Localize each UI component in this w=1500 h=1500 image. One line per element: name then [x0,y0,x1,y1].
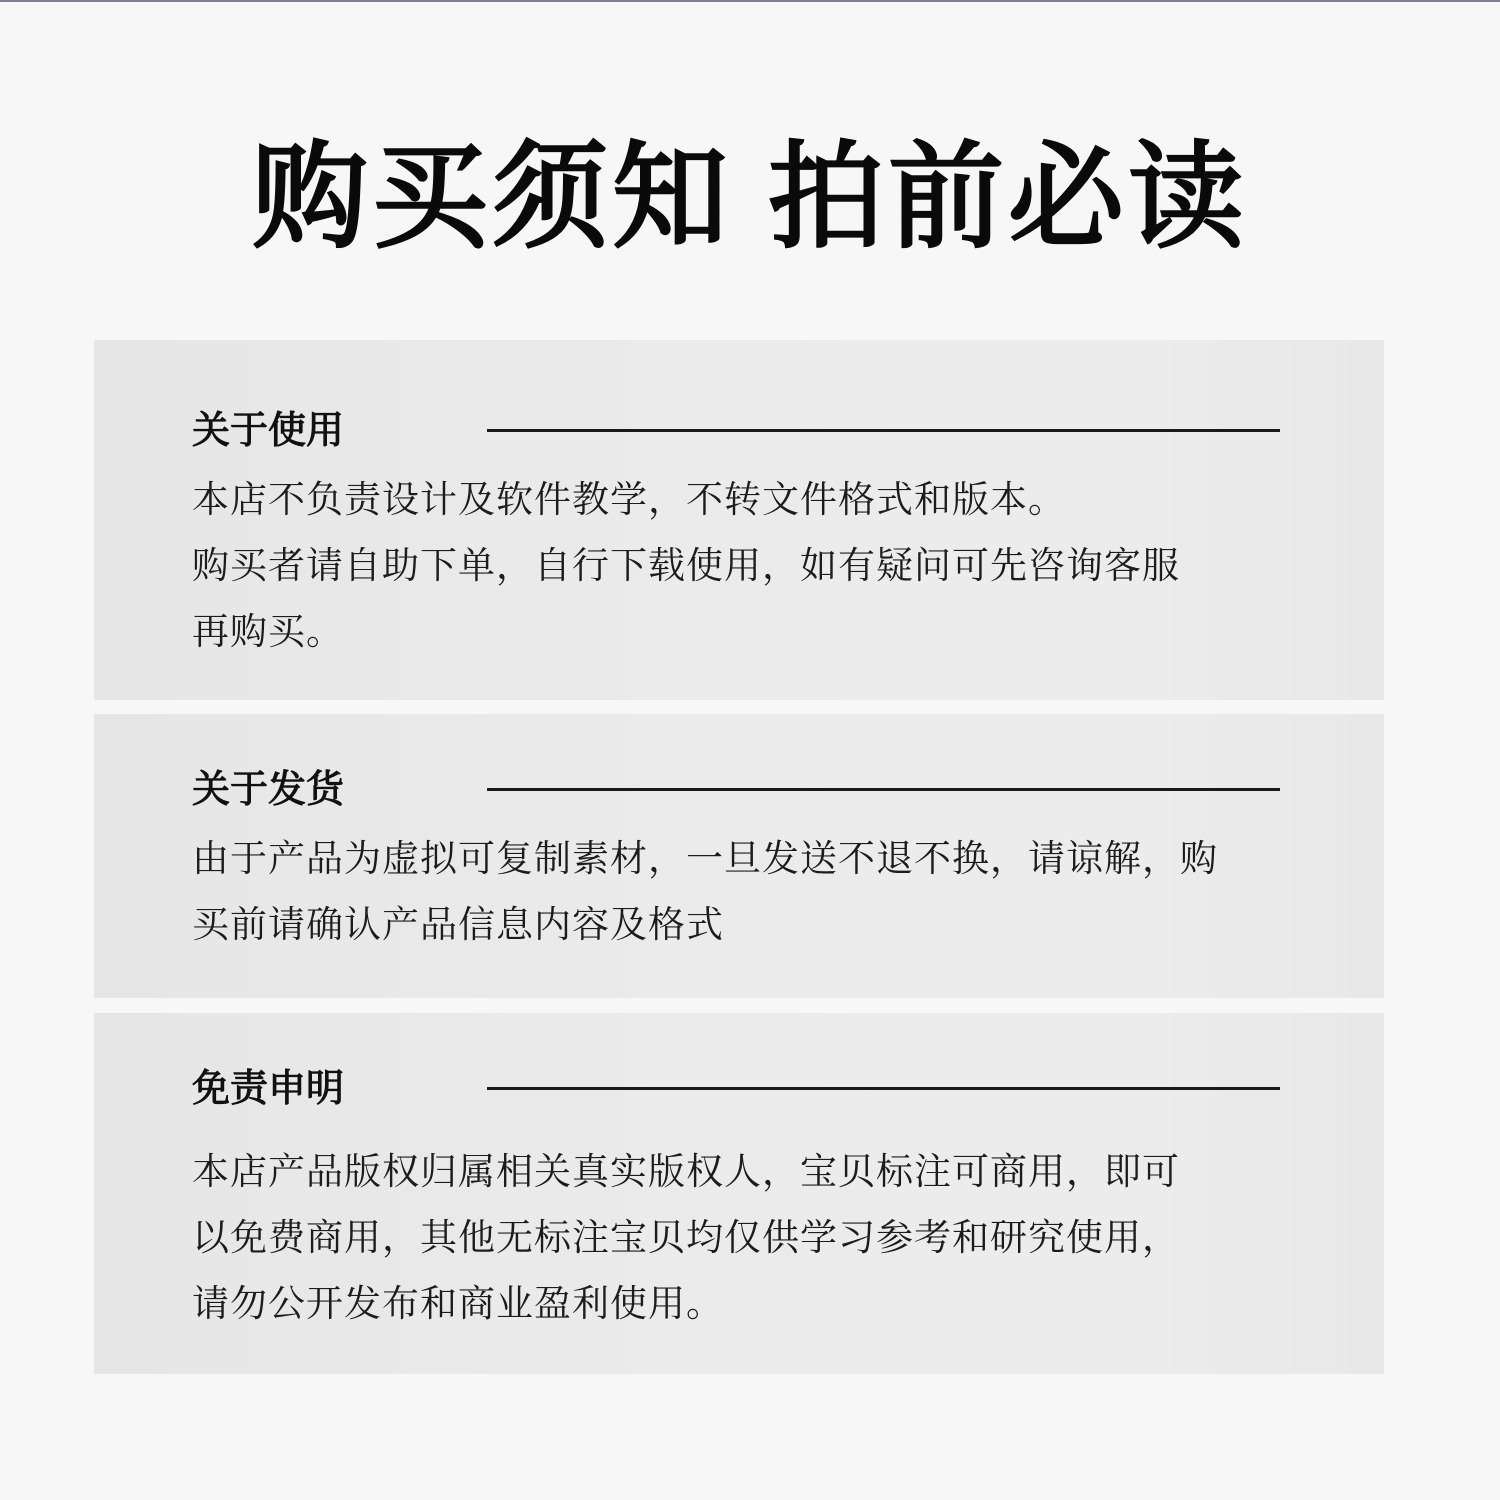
section-usage-body [192,467,1302,665]
section-disclaimer-header [192,1058,1192,1118]
page-title-part1: 购买须知 [252,130,732,265]
section-disclaimer-divider [487,1087,1280,1090]
section-usage-line-3: 再购买。 [192,610,344,653]
section-shipping-title: 关于发货 [192,767,345,811]
section-usage-divider [487,429,1280,432]
section-disclaimer-line-2: 以免费商用，其他无标注宝贝均仅供学习参考和研究使用， [192,1216,1180,1259]
section-usage-header [192,400,1192,460]
section-shipping-line-2: 买前请确认产品信息内容及格式 [192,903,724,946]
section-disclaimer [94,1013,1384,1374]
section-usage [94,340,1384,700]
page-title-part2: 拍前必读 [768,130,1248,265]
section-disclaimer-line-3: 请勿公开发布和商业盈利使用。 [192,1282,724,1325]
section-shipping [94,714,1384,998]
section-shipping-header [192,759,1192,819]
page-title [0,128,1500,268]
section-disclaimer-line-1: 本店产品版权归属相关真实版权人，宝贝标注可商用，即可 [192,1150,1180,1193]
section-disclaimer-body [192,1139,1302,1337]
section-disclaimer-title: 免责申明 [192,1066,345,1110]
section-usage-line-1: 本店不负责设计及软件教学，不转文件格式和版本。 [192,478,1066,521]
section-usage-line-2: 购买者请自助下单，自行下载使用，如有疑问可先咨询客服 [192,544,1180,587]
section-shipping-line-1: 由于产品为虚拟可复制素材，一旦发送不退不换，请谅解，购 [192,837,1218,880]
section-shipping-body [192,826,1302,958]
section-usage-title: 关于使用 [192,408,345,452]
section-shipping-divider [487,788,1280,791]
top-border-line [0,0,1500,2]
